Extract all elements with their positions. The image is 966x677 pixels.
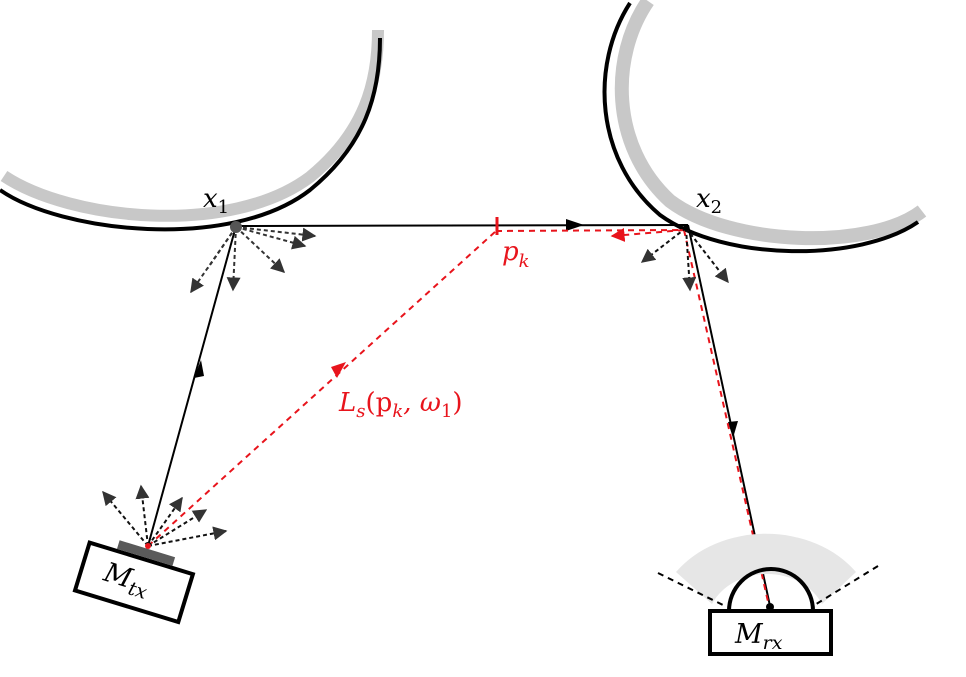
label-x2: $x_2$ <box>696 184 723 218</box>
x2-point <box>683 225 689 231</box>
label-ls: $L_s(p_k$, $\omega_1$) <box>339 388 463 422</box>
scatter-lobe-x1 <box>191 227 315 292</box>
label-mrx: $M_{rx}$ <box>735 619 783 654</box>
right-mirror <box>605 1 922 251</box>
label-x1: $x_1$ <box>203 184 230 218</box>
left-mirror <box>0 30 380 229</box>
scatter-lobe-x2 <box>642 228 728 290</box>
label-mtx: $M_{tx}$ <box>100 556 150 604</box>
label-pk: $p_k$ <box>502 237 530 272</box>
emitter-module <box>75 532 196 622</box>
emitter-origin <box>145 543 151 549</box>
x1-point <box>230 221 242 233</box>
arrow-right-top-segment <box>566 219 584 231</box>
emitter-scatter <box>103 486 226 546</box>
red-dashed-path <box>148 230 769 606</box>
red-arrowhead <box>331 362 346 378</box>
